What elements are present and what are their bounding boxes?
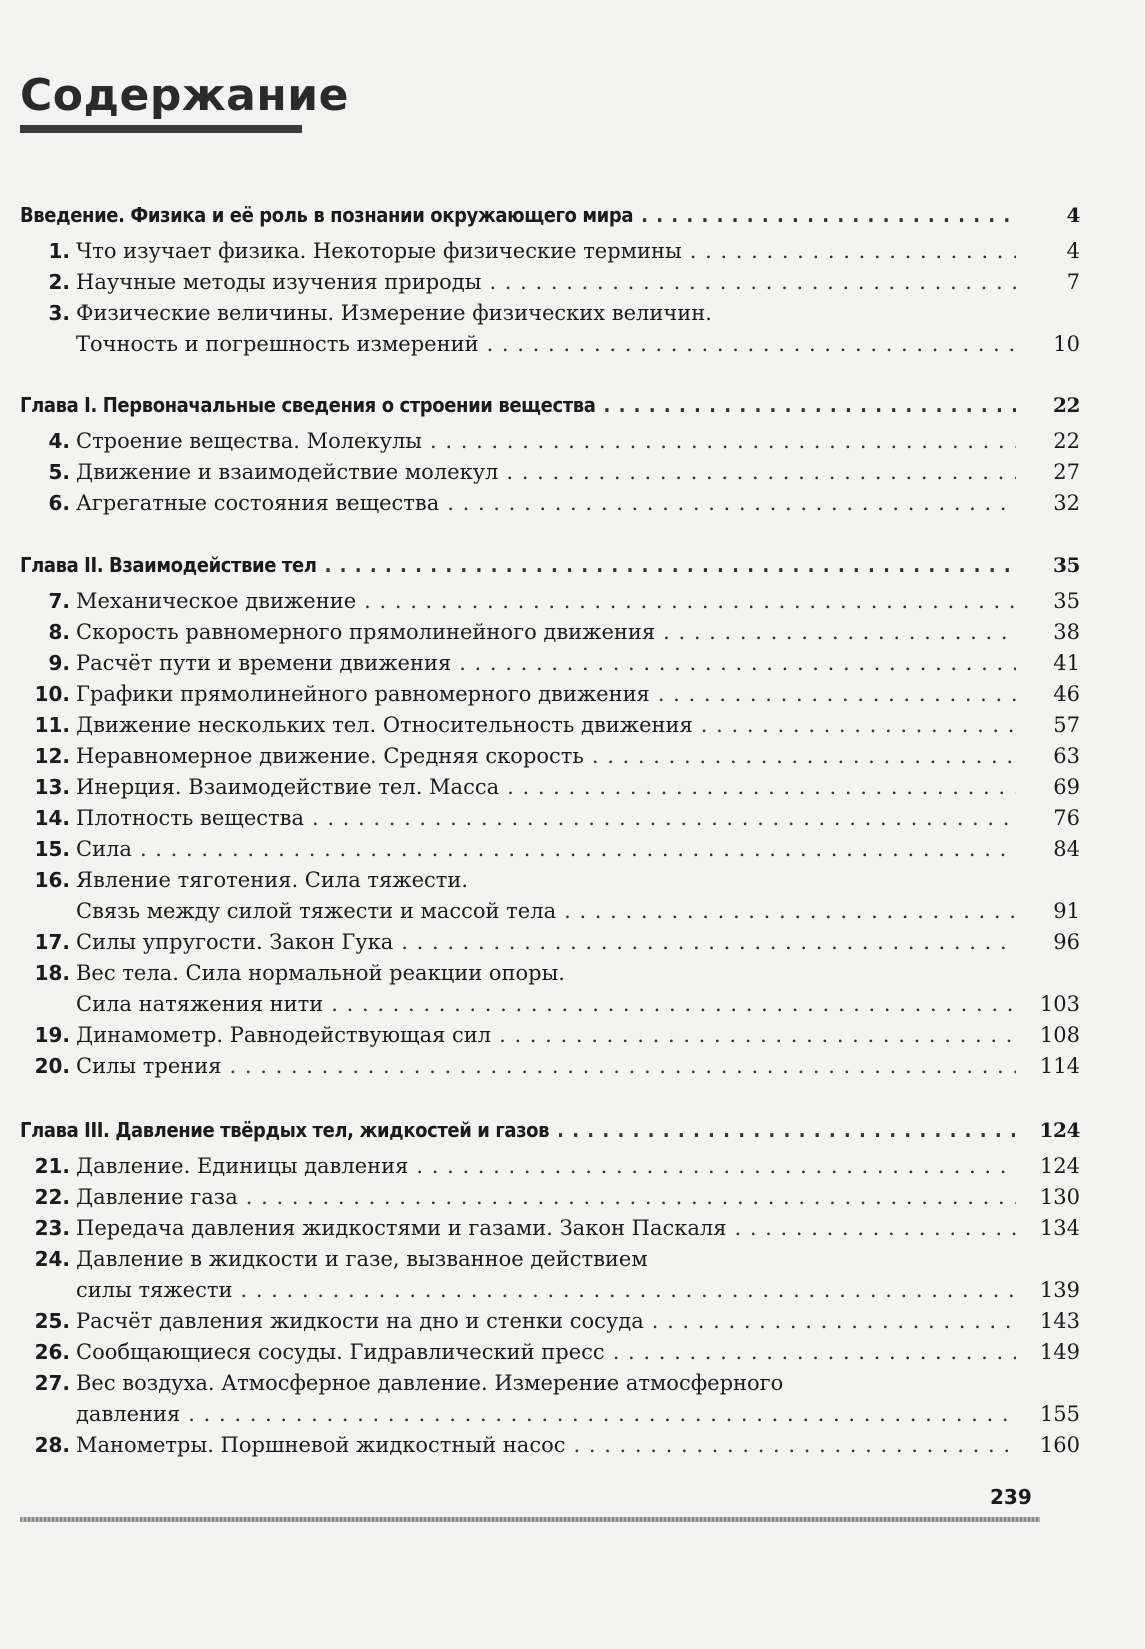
paragraph-page: 149 [1039,1340,1080,1364]
toc-item[interactable] [20,1151,1080,1182]
dot-leader [734,1213,1016,1244]
paragraph-page: 27 [1053,460,1080,484]
dot-leader [188,1399,1016,1430]
paragraph-number: 9. [48,651,70,675]
paragraph-title: Силы трения [76,1054,222,1078]
dot-leader [564,896,1016,927]
toc-item[interactable] [20,679,1080,710]
toc-item[interactable] [20,298,1080,329]
toc-item[interactable] [20,1399,1080,1430]
toc-item[interactable] [20,457,1080,488]
paragraph-page: 124 [1039,1154,1080,1178]
dot-leader [613,1337,1016,1368]
toc-item[interactable] [20,1182,1080,1213]
dot-leader [459,648,1016,679]
toc-item-list [20,426,1080,519]
paragraph-page: 69 [1053,775,1080,799]
paragraph-title: Сила натяжения нити [76,992,324,1016]
toc-item[interactable] [20,1306,1080,1337]
paragraph-number: 27. [34,1371,70,1395]
dot-leader [364,586,1016,617]
paragraph-page: 35 [1053,589,1080,613]
paragraph-title: Движение нескольких тел. Относительность движения [76,713,693,737]
paragraph-page: 41 [1053,651,1080,675]
dot-leader [658,679,1016,710]
toc-item[interactable] [20,927,1080,958]
toc-item[interactable] [20,772,1080,803]
paragraph-page: 76 [1053,806,1080,830]
paragraph-number: 3. [48,301,70,325]
paragraph-number: 19. [34,1023,70,1047]
paragraph-number: 1. [48,239,70,263]
paragraph-title: Инерция. Взаимодействие тел. Масса [76,775,500,799]
dot-leader [506,457,1016,488]
toc-item[interactable] [20,865,1080,896]
toc-item-list [20,1151,1080,1461]
toc-item[interactable] [20,803,1080,834]
toc-section [20,550,1080,1082]
toc-item[interactable] [20,1051,1080,1082]
paragraph-number: 17. [34,930,70,954]
dot-leader [499,1020,1016,1051]
chapter-title: Глава II. Взаимодействие тел [20,553,317,577]
chapter-title: Введение. Физика и её роль в познании окружающего мира [20,203,634,227]
dot-leader [401,927,1016,958]
paragraph-page: 114 [1039,1054,1080,1078]
paragraph-title: Графики прямолинейного равномерного движения [76,682,650,706]
chapter-page: 4 [1066,203,1080,227]
dot-leader [592,741,1016,772]
chapter-page: 22 [1052,393,1080,417]
bottom-rule [20,1517,1040,1522]
toc-section [20,1115,1080,1461]
toc-item[interactable] [20,267,1080,298]
toc-item[interactable] [20,586,1080,617]
paragraph-title: Динамометр. Равнодействующая сил [76,1023,492,1047]
paragraph-title: Неравномерное движение. Средняя скорость [76,744,584,768]
dot-leader [557,1115,1016,1146]
paragraph-title: Давление. Единицы давления [76,1154,409,1178]
dot-leader [140,834,1016,865]
paragraph-page: 143 [1039,1309,1080,1333]
toc-item[interactable] [20,896,1080,927]
paragraph-page: 10 [1053,332,1080,356]
paragraph-title: Передача давления жидкостями и газами. Закон Паскаля [76,1216,727,1240]
paragraph-number: 12. [34,744,70,768]
paragraph-title: Физические величины. Измерение физических величин. [76,301,712,325]
paragraph-number: 8. [48,620,70,644]
toc-item[interactable] [20,1337,1080,1368]
dot-leader [312,803,1016,834]
paragraph-page: 139 [1039,1278,1080,1302]
chapter-page: 124 [1039,1118,1080,1142]
paragraph-title: Явление тяготения. Сила тяжести. [76,868,469,892]
toc-section [20,390,1080,519]
paragraph-page: 108 [1039,1023,1080,1047]
paragraph-page: 134 [1039,1216,1080,1240]
dot-leader [416,1151,1016,1182]
toc-item-list [20,586,1080,1082]
chapter-title: Глава III. Давление твёрдых тел, жидкостей и газов [20,1118,550,1142]
dot-leader [574,1430,1017,1461]
paragraph-page: 160 [1039,1433,1080,1457]
paragraph-page: 130 [1039,1185,1080,1209]
paragraph-number: 28. [34,1433,70,1457]
title-underline-bar [20,125,302,133]
dot-leader [603,390,1016,421]
paragraph-number: 5. [48,460,70,484]
paragraph-page: 38 [1053,620,1080,644]
paragraph-number: 14. [34,806,70,830]
paragraph-page: 4 [1066,239,1080,263]
paragraph-page: 96 [1053,930,1080,954]
toc-item[interactable] [20,1244,1080,1275]
dot-leader [230,1051,1016,1082]
paragraph-number: 7. [48,589,70,613]
dot-leader [507,772,1016,803]
toc-item[interactable] [20,617,1080,648]
paragraph-page: 91 [1053,899,1080,923]
paragraph-title: Строение вещества. Молекулы [76,429,423,453]
toc-item[interactable] [20,648,1080,679]
chapter-title: Глава I. Первоначальные сведения о строении вещества [20,393,596,417]
toc-item[interactable] [20,958,1080,989]
paragraph-page: 63 [1053,744,1080,768]
chapter-heading[interactable] [20,1115,1080,1146]
paragraph-number: 21. [34,1154,70,1178]
dot-leader [652,1306,1016,1337]
toc-section [20,200,1080,360]
paragraph-title: Что изучает физика. Некоторые физические термины [76,239,682,263]
paragraph-title: Скорость равномерного прямолинейного движения [76,620,656,644]
toc-item[interactable] [20,1213,1080,1244]
toc-item-list [20,236,1080,360]
paragraph-number: 13. [34,775,70,799]
dot-leader [240,1275,1016,1306]
paragraph-title: Связь между силой тяжести и массой тела [76,899,557,923]
paragraph-title: Механическое движение [76,589,357,613]
paragraph-number: 10. [34,682,70,706]
paragraph-title: Силы упругости. Закон Гука [76,930,394,954]
dot-leader [325,550,1016,581]
toc-item[interactable] [20,741,1080,772]
paragraph-title: Давление в жидкости и газе, вызванное действием [76,1247,648,1271]
dot-leader [430,426,1016,457]
dot-leader [487,329,1016,360]
page-number: 239 [990,1485,1032,1509]
paragraph-page: 84 [1053,837,1080,861]
toc-item[interactable] [20,1430,1080,1461]
paragraph-number: 4. [48,429,70,453]
paragraph-number: 25. [34,1309,70,1333]
toc-item[interactable] [20,1368,1080,1399]
paragraph-number: 20. [34,1054,70,1078]
paragraph-title: Вес тела. Сила нормальной реакции опоры. [76,961,565,985]
dot-leader [690,236,1016,267]
dot-leader [641,200,1016,231]
paragraph-title: Движение и взаимодействие молекул [76,460,499,484]
chapter-heading[interactable] [20,390,1080,421]
toc-item[interactable] [20,1020,1080,1051]
toc-item[interactable] [20,989,1080,1020]
dot-leader [489,267,1016,298]
paragraph-title: Вес воздуха. Атмосферное давление. Измерение атмосферного [76,1371,784,1395]
toc-item[interactable] [20,488,1080,519]
paragraph-page: 32 [1053,491,1080,515]
paragraph-title: Манометры. Поршневой жидкостный насос [76,1433,566,1457]
dot-leader [246,1182,1016,1213]
paragraph-title: Расчёт пути и времени движения [76,651,452,675]
dot-leader [701,710,1016,741]
paragraph-page: 7 [1066,270,1080,294]
paragraph-page: 155 [1039,1402,1080,1426]
toc-item[interactable] [20,710,1080,741]
paragraph-title: силы тяжести [76,1278,233,1302]
paragraph-title: Сила [76,837,132,861]
dot-leader [663,617,1016,648]
paragraph-title: Давление газа [76,1185,238,1209]
chapter-heading[interactable] [20,200,1080,231]
dot-leader [447,488,1016,519]
paragraph-page: 22 [1053,429,1080,453]
paragraph-page: 103 [1039,992,1080,1016]
paragraph-number: 18. [34,961,70,985]
paragraph-number: 24. [34,1247,70,1271]
toc-item[interactable] [20,329,1080,360]
paragraph-title: Агрегатные состояния вещества [76,491,440,515]
paragraph-number: 16. [34,868,70,892]
chapter-heading[interactable] [20,550,1080,581]
paragraph-title: Научные методы изучения природы [76,270,482,294]
paragraph-title: давления [76,1402,181,1426]
paragraph-number: 23. [34,1216,70,1240]
paragraph-title: Расчёт давления жидкости на дно и стенки сосуда [76,1309,644,1333]
toc-item[interactable] [20,426,1080,457]
paragraph-title: Сообщающиеся сосуды. Гидравлический пресс [76,1340,605,1364]
paragraph-number: 2. [48,270,70,294]
chapter-page: 35 [1052,553,1080,577]
paragraph-number: 11. [34,713,70,737]
page-title: Содержание [20,70,349,121]
paragraph-title: Плотность вещества [76,806,304,830]
toc-item[interactable] [20,834,1080,865]
paragraph-number: 26. [34,1340,70,1364]
paragraph-page: 46 [1053,682,1080,706]
toc-item[interactable] [20,236,1080,267]
paragraph-number: 15. [34,837,70,861]
paragraph-number: 22. [34,1185,70,1209]
toc-item[interactable] [20,1275,1080,1306]
paragraph-page: 57 [1053,713,1080,737]
paragraph-number: 6. [48,491,70,515]
dot-leader [331,989,1016,1020]
paragraph-title: Точность и погрешность измерений [76,332,479,356]
